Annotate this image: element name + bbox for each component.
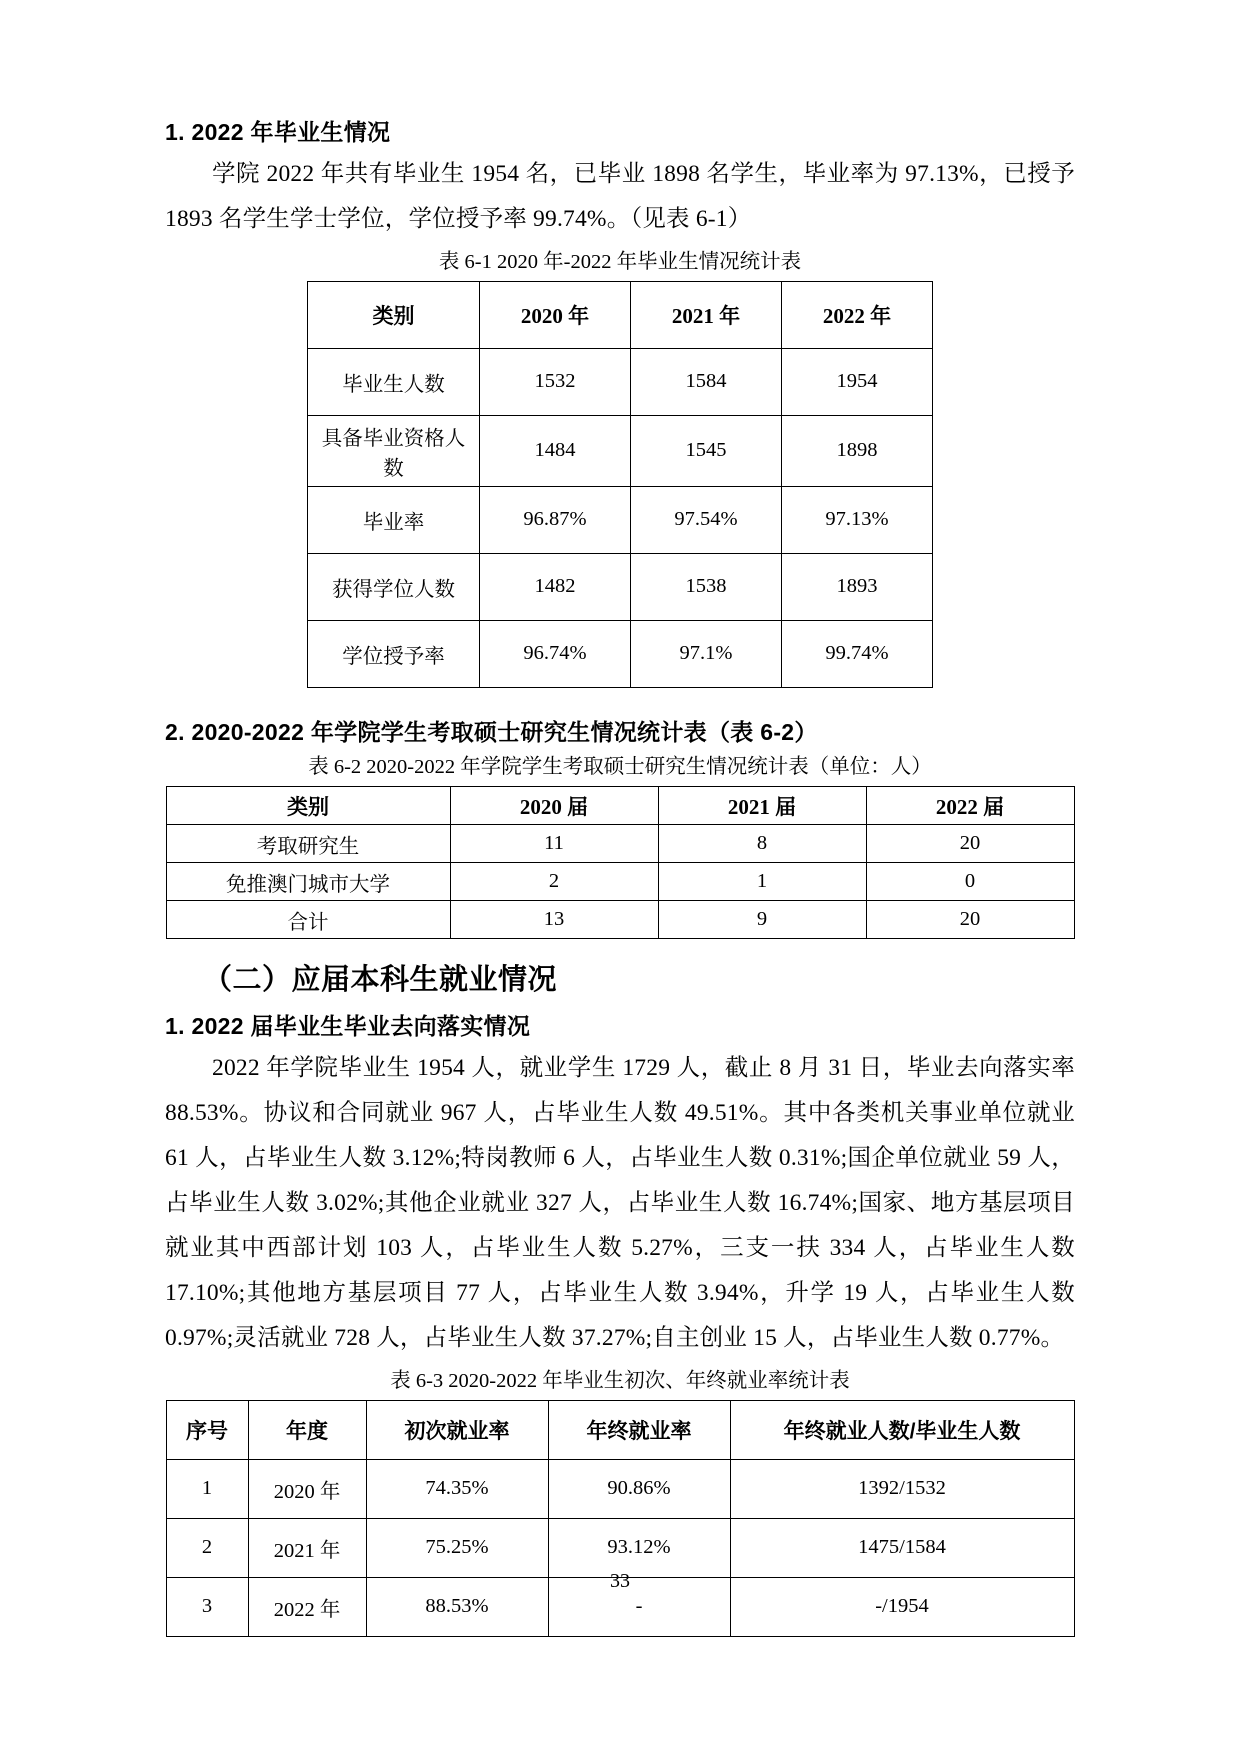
table-cell-year: 2021 年 [248, 1518, 366, 1577]
heading-employment-situation: （二）应届本科生就业情况 [203, 964, 558, 997]
table-cell-index: 3 [166, 1577, 248, 1636]
heading-2022-graduates: 1. 2022 年毕业生情况 [165, 119, 391, 145]
heading-postgraduate-admission: 2. 2020-2022 年学院学生考取硕士研究生情况统计表（表 6-2） [165, 718, 818, 745]
table-cell-index: 2 [166, 1518, 248, 1577]
table-row [166, 863, 1074, 901]
table-6-1 [307, 281, 933, 688]
table-row [308, 348, 933, 415]
table-cell-value: 13 [450, 901, 658, 939]
table-cell-value: 96.74% [480, 620, 631, 687]
table-cell-value: 1584 [631, 348, 782, 415]
table-6-3 [166, 1400, 1075, 1637]
table-cell-label: 考取研究生 [166, 825, 450, 863]
table-cell-value: 97.13% [782, 486, 933, 553]
table-cell-value: 11 [450, 825, 658, 863]
table-cell-value: 1392/1532 [730, 1459, 1074, 1518]
table-cell-value: 96.87% [480, 486, 631, 553]
table-6-2-header-2021: 2021 届 [658, 787, 866, 825]
table-cell-value: 93.12% [548, 1518, 730, 1577]
table-cell-label: 毕业生人数 [308, 348, 480, 415]
table-cell-value: 1532 [480, 348, 631, 415]
table-row [308, 281, 933, 348]
table-cell-value: 20 [866, 825, 1074, 863]
table-cell-value: 1898 [782, 415, 933, 486]
table-6-1-header-2021: 2021 年 [631, 281, 782, 348]
table-cell-value: - [548, 1577, 730, 1636]
table-cell-value: 1 [658, 863, 866, 901]
table-row [308, 553, 933, 620]
table-cell-value: 1482 [480, 553, 631, 620]
table-cell-value: 88.53% [366, 1577, 548, 1636]
table-row [308, 415, 933, 486]
paragraph-2022-graduates: 学院 2022 年共有毕业生 1954 名，已毕业 1898 名学生，毕业率为 97.13%，已授予 1893 名学生学士学位，学位授予率 99.74%。（见表 6-1） [165, 160, 1075, 232]
table-6-3-header-initial-rate: 初次就业率 [366, 1400, 548, 1459]
table-6-3-caption: 表 6-3 2020-2022 年毕业生初次、年终就业率统计表 [390, 1370, 850, 1393]
table-row [166, 787, 1074, 825]
table-cell-label: 合计 [166, 901, 450, 939]
table-6-2 [166, 786, 1075, 939]
table-6-1-header-2020: 2020 年 [480, 281, 631, 348]
table-cell-label: 具备毕业资格人数 [308, 415, 480, 486]
table-cell-value: 75.25% [366, 1518, 548, 1577]
table-row [166, 901, 1074, 939]
table-cell-year: 2020 年 [248, 1459, 366, 1518]
table-6-3-header-yearend-rate: 年终就业率 [548, 1400, 730, 1459]
table-cell-value: 97.1% [631, 620, 782, 687]
table-cell-value: 74.35% [366, 1459, 548, 1518]
table-6-1-header-category: 类别 [308, 281, 480, 348]
page-number: 33 [610, 1570, 630, 1592]
table-cell-value: 20 [866, 901, 1074, 939]
table-row [166, 1459, 1074, 1518]
table-cell-value: 99.74% [782, 620, 933, 687]
table-cell-value: 90.86% [548, 1459, 730, 1518]
table-cell-value: 8 [658, 825, 866, 863]
table-6-3-header-index: 序号 [166, 1400, 248, 1459]
table-cell-value: 9 [658, 901, 866, 939]
table-cell-value: 1484 [480, 415, 631, 486]
table-6-2-header-category: 类别 [166, 787, 450, 825]
table-cell-value: 0 [866, 863, 1074, 901]
table-cell-value: 1545 [631, 415, 782, 486]
table-cell-label: 免推澳门城市大学 [166, 863, 450, 901]
table-cell-value: 1893 [782, 553, 933, 620]
table-row [308, 486, 933, 553]
table-6-2-header-2022: 2022 届 [866, 787, 1074, 825]
table-cell-value: 2 [450, 863, 658, 901]
table-cell-value: 1475/1584 [730, 1518, 1074, 1577]
table-row [166, 1518, 1074, 1577]
table-cell-label: 学位授予率 [308, 620, 480, 687]
table-6-1-caption: 表 6-1 2020 年-2022 年毕业生情况统计表 [438, 250, 802, 273]
table-row [308, 620, 933, 687]
table-cell-year: 2022 年 [248, 1577, 366, 1636]
table-row [166, 825, 1074, 863]
table-cell-value: 97.54% [631, 486, 782, 553]
table-cell-label: 毕业率 [308, 486, 480, 553]
table-6-3-header-year: 年度 [248, 1400, 366, 1459]
table-6-3-header-ratio: 年终就业人数/毕业生人数 [730, 1400, 1074, 1459]
heading-graduate-destination: 1. 2022 届毕业生毕业去向落实情况 [165, 1013, 531, 1040]
paragraph-employment-details: 2022 年学院毕业生 1954 人，就业学生 1729 人，截止 8 月 31 日，毕业去向落实率 88.53%。协议和合同就业 967 人，占毕业生人数 49.51%。其中各类机关事业单位就业 61 人，占毕业生人数 3.12%;特岗教师 6 人，占毕业生人数 0.31%;国企单位就业 59 人，占毕业生人数 3.02%;其他企业就业 327 人，占毕业生人数 16.74%;国家、地方基层项目就业其中西部计划 103 人，占毕业生人数 5.27%，三支一扶 334 人，占毕业生人数 17.10%;其他地方基层项目 77 人，占毕业生人数 3.94%，升学 19 人，占毕业生人数 0.97%;灵活就业 728 人，占毕业生人数 37.27%;自主创业 15 人，占毕业生人数 0.77%。 [165, 1055, 1075, 1352]
table-row [166, 1400, 1074, 1459]
table-cell-value: 1538 [631, 553, 782, 620]
table-6-1-header-2022: 2022 年 [782, 281, 933, 348]
page-content [165, 118, 1075, 1637]
table-cell-value: 1954 [782, 348, 933, 415]
table-cell-value: -/1954 [730, 1577, 1074, 1636]
table-cell-index: 1 [166, 1459, 248, 1518]
table-6-2-header-2020: 2020 届 [450, 787, 658, 825]
table-6-2-caption: 表 6-2 2020-2022 年学院学生考取硕士研究生情况统计表（单位：人） [308, 756, 932, 779]
table-cell-label: 获得学位人数 [308, 553, 480, 620]
